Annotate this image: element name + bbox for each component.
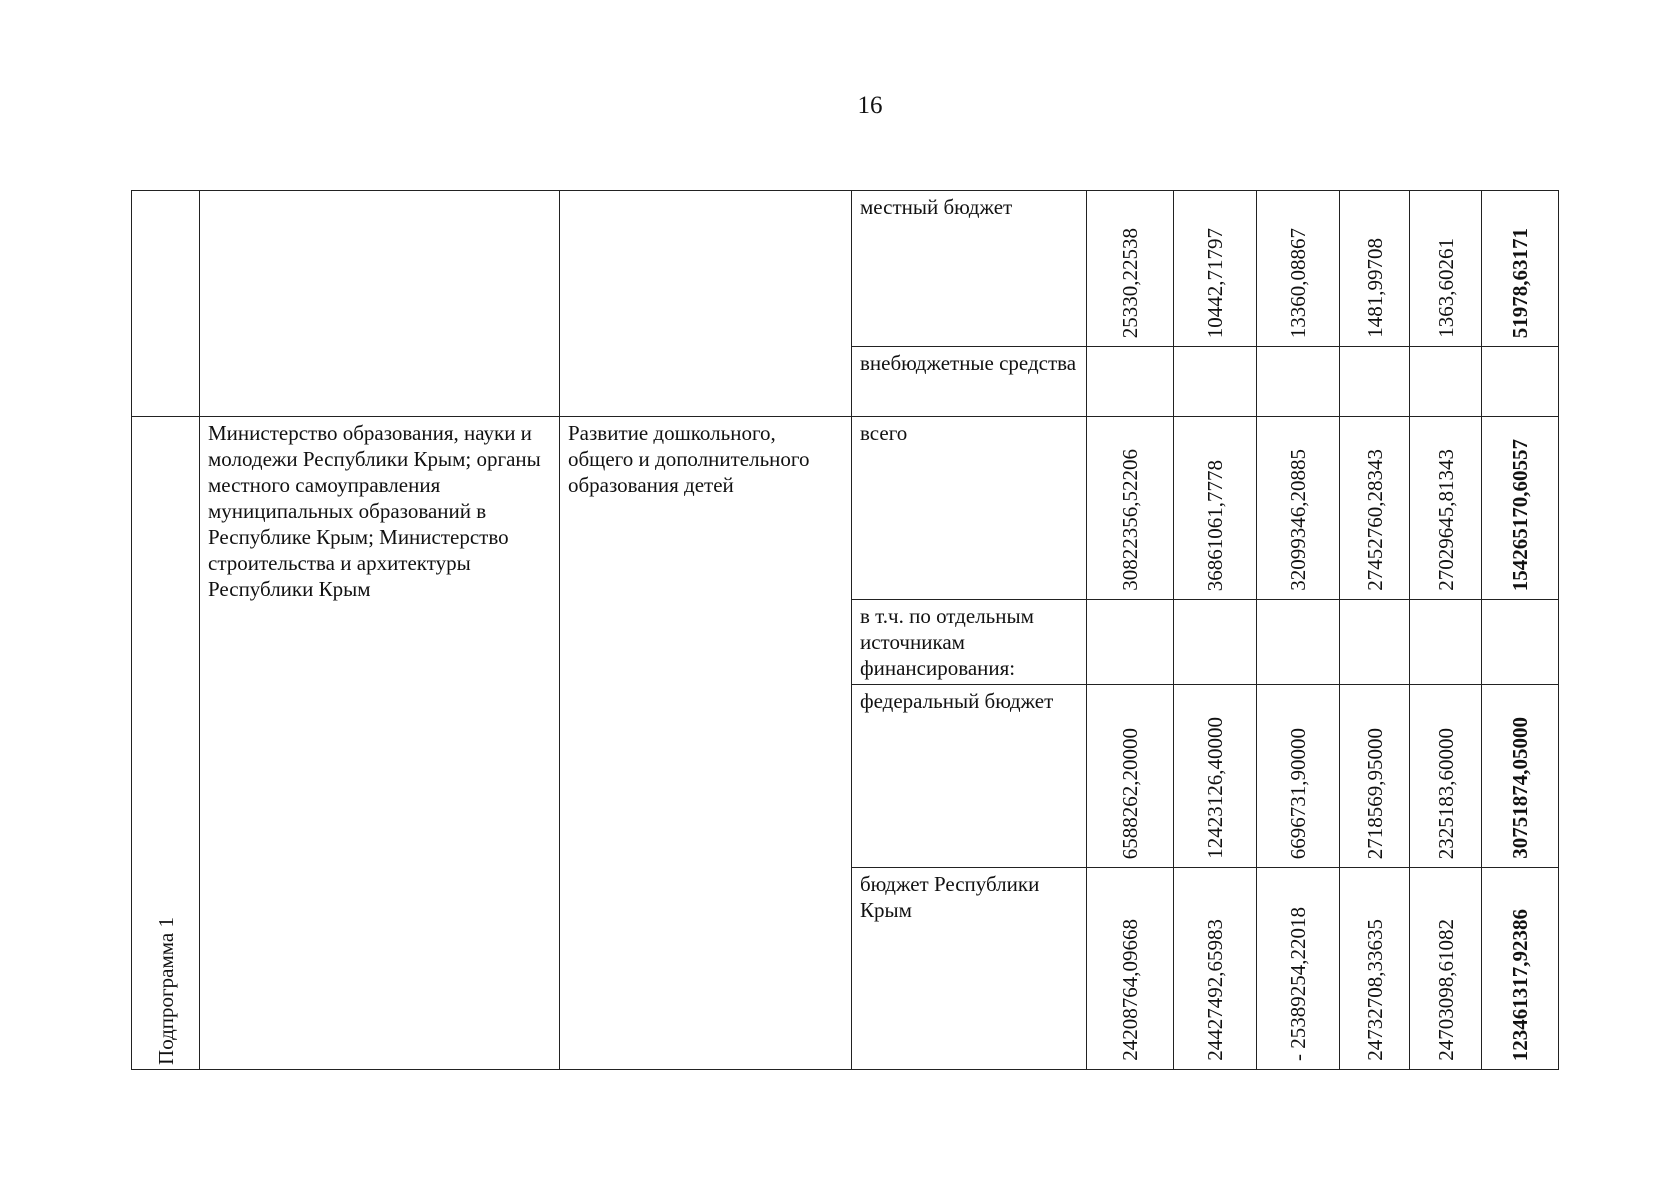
value-cell	[1087, 868, 1174, 1070]
value-text: 24427492,65983	[1203, 919, 1227, 1061]
value-text: 2325183,60000	[1433, 727, 1458, 859]
source-cell: местный бюджет	[852, 191, 1087, 347]
value-cell	[1410, 191, 1482, 347]
executors-cell: Министерство образования, науки и молодежи Республики Крым; органы местного самоуправления муниципальных образований в Республике Крым; Министерство строительства и архитектуры Республики Крым	[200, 417, 560, 1070]
value-cell	[1087, 191, 1174, 347]
value-cell	[1257, 685, 1340, 868]
value-text: 10442,71797	[1203, 227, 1227, 338]
value-cell	[1087, 417, 1174, 600]
subprogram-label: Подпрограмма 1	[153, 917, 178, 1065]
value-text: 1481,99708	[1362, 238, 1387, 338]
source-cell: внебюджетные средства	[852, 347, 1087, 417]
value-text: 2718569,95000	[1362, 727, 1387, 859]
value-cell	[1340, 417, 1410, 600]
value-cell	[1410, 868, 1482, 1070]
value-cell	[1257, 347, 1340, 417]
total-cell	[1482, 347, 1559, 417]
value-cell	[1174, 868, 1257, 1070]
value-text: 27029645,81343	[1433, 449, 1458, 591]
value-text: 13360,08867	[1286, 227, 1310, 338]
value-cell	[1340, 868, 1410, 1070]
value-text: - 25389254,22018	[1286, 907, 1310, 1061]
total-cell	[1482, 600, 1559, 685]
value-text: 32099346,20885	[1286, 449, 1310, 591]
value-cell	[1174, 685, 1257, 868]
value-text: 1363,60261	[1433, 238, 1458, 338]
value-cell	[1257, 600, 1340, 685]
value-text: 24703098,61082	[1433, 919, 1458, 1061]
value-cell	[1410, 347, 1482, 417]
total-cell	[1482, 417, 1559, 600]
value-cell	[1410, 685, 1482, 868]
value-cell	[1410, 417, 1482, 600]
source-cell: всего	[852, 417, 1087, 600]
value-cell	[1087, 347, 1174, 417]
program-name-cell: Развитие дошкольного, общего и дополнительного образования детей	[560, 417, 852, 1070]
empty-cell	[132, 191, 200, 417]
value-cell	[1174, 600, 1257, 685]
total-cell	[1482, 868, 1559, 1070]
empty-cell	[560, 191, 852, 417]
value-cell	[1087, 685, 1174, 868]
value-cell	[1257, 417, 1340, 600]
total-text: 51978,63171	[1508, 227, 1532, 338]
source-cell: бюджет Республики Крым	[852, 868, 1087, 1070]
source-cell: в т.ч. по отдельным источникам финансирования:	[852, 600, 1087, 685]
value-cell	[1410, 600, 1482, 685]
total-text: 30751874,05000	[1508, 717, 1532, 859]
value-text: 12423126,40000	[1203, 717, 1227, 859]
value-cell	[1087, 600, 1174, 685]
total-cell	[1482, 191, 1559, 347]
total-text: 123461317,92386	[1508, 908, 1532, 1061]
value-text: 27452760,28343	[1362, 449, 1387, 591]
value-cell	[1257, 191, 1340, 347]
page-number: 16	[857, 92, 883, 119]
table-row	[132, 417, 1559, 600]
budget-table	[131, 190, 1559, 1070]
table-row	[132, 191, 1559, 347]
value-text: 6696731,90000	[1286, 727, 1310, 859]
value-text: 6588262,20000	[1118, 727, 1142, 859]
value-text: 30822356,52206	[1118, 449, 1142, 591]
empty-cell	[200, 191, 560, 417]
value-cell	[1340, 685, 1410, 868]
value-text: 24208764,09668	[1118, 919, 1142, 1061]
value-cell	[1340, 347, 1410, 417]
value-cell	[1340, 600, 1410, 685]
source-cell: федеральный бюджет	[852, 685, 1087, 868]
value-cell	[1340, 191, 1410, 347]
value-cell	[1174, 347, 1257, 417]
subprogram-cell	[132, 417, 200, 1070]
value-text: 36861061,7778	[1203, 459, 1227, 591]
value-cell	[1174, 191, 1257, 347]
total-cell	[1482, 685, 1559, 868]
value-cell	[1257, 868, 1340, 1070]
value-text: 25330,22538	[1118, 227, 1142, 338]
value-text: 24732708,33635	[1362, 919, 1387, 1061]
value-cell	[1174, 417, 1257, 600]
total-text: 154265170,60557	[1508, 438, 1532, 591]
